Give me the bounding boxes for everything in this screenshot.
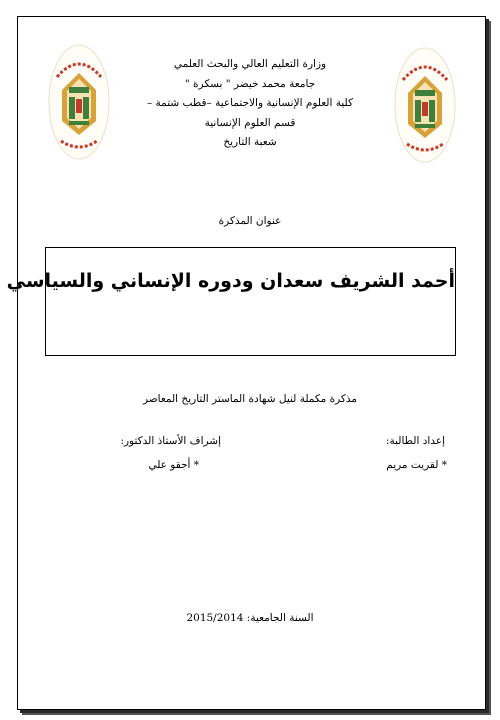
thesis-title: أحمد الشريف سعدان ودوره الإنساني والسياسي	[6, 270, 455, 292]
department-line: قسم العلوم الإنسانية	[204, 116, 296, 129]
supervisor-name: * أجقو علي	[148, 459, 199, 471]
academic-year	[150, 612, 350, 624]
thesis-title-box	[6, 247, 456, 356]
supervisor-label: إشراف الأستاذ الدكتور:	[120, 435, 221, 447]
memo-title-label: عنوان المذكرة	[218, 215, 282, 227]
student-label: إعداد الطالبة:	[385, 435, 445, 447]
thesis-subtitle: مذكرة مكملة لنيل شهادة الماستر التاريخ المعاصر	[142, 393, 358, 405]
ministry-line: وزارة التعليم العالي والبحث العلمي	[173, 58, 327, 70]
academic-year-label: السنة الجامعية:	[246, 612, 314, 624]
branch-line: شعبة التاريخ	[223, 136, 277, 148]
university-emblem-icon	[393, 46, 457, 164]
institution-header	[120, 55, 380, 153]
faculty-line: كلية العلوم الإنسانية والاجتماعية –قطب شتمة –	[146, 97, 354, 109]
university-emblem-icon	[47, 43, 111, 161]
academic-year-value: 2015/2014	[186, 612, 244, 624]
university-line: جامعة محمد خيضر " بسكرة "	[184, 77, 316, 90]
student-name: * لقريت مريم	[386, 459, 447, 471]
